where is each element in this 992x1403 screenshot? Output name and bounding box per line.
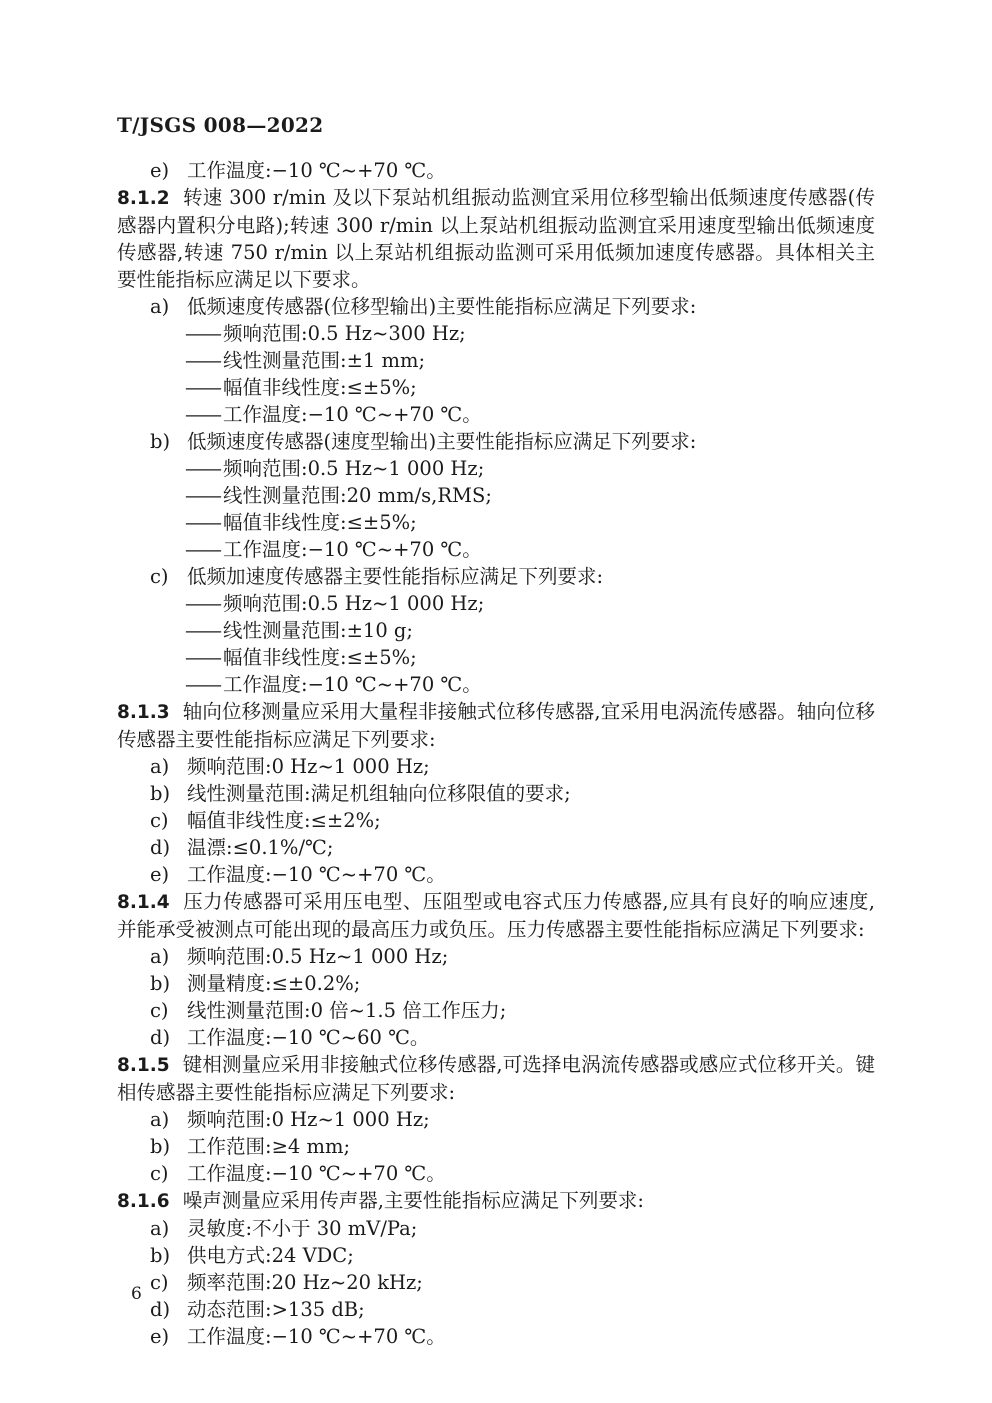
list-marker: a) [150,1217,170,1240]
item-text: 灵敏度:不小于 30 mV/Pa; [187,1217,418,1240]
letter-item [117,563,875,590]
dash-item [117,482,875,509]
section-text: 键相测量应采用非接触式位移传感器,可选择电涡流传感器或感应式位移开关。键相传感器主要性能指标应满足下列要求: [117,1053,875,1104]
dash-marker: —— [185,349,220,372]
item-text: 测量精度:≤±0.2%; [187,972,361,995]
letter-item [117,970,875,997]
item-text: 低频速度传感器(速度型输出)主要性能指标应满足下列要求: [187,430,697,453]
dash-marker: —— [185,511,220,534]
letter-item [117,1024,875,1051]
letter-item [117,943,875,970]
letter-item [117,1215,875,1242]
section-paragraph [117,698,875,753]
list-marker: d) [150,1026,171,1049]
dash-item [117,536,875,563]
list-marker: c) [150,565,169,588]
list-marker: b) [150,1135,171,1158]
section-paragraph [117,1051,875,1106]
section-text: 转速 300 r/min 及以下泵站机组振动监测宜采用位移型输出低频速度传感器(传感器内置积分电路);转速 300 r/min 以上泵站机组振动监测宜采用速度型输出低频速度传感器,转速 750 r/min 以上泵站机组振动监测可采用低频加速度传感器。具体相关主要性能指标应满足以下要求。 [117,186,875,291]
dash-item [117,374,875,401]
item-text: 线性测量范围:±1 mm; [223,349,426,372]
item-text: 动态范围:>135 dB; [187,1298,365,1321]
item-text: 频响范围:0 Hz~1 000 Hz; [187,1108,430,1131]
item-text: 工作温度:−10 ℃~+70 ℃。 [187,863,446,886]
list-marker: a) [150,945,170,968]
letter-item [117,1269,875,1296]
letter-item [117,1133,875,1160]
section-number: 8.1.4 [117,892,170,913]
item-text: 幅值非线性度:≤±2%; [187,809,381,832]
page-number: 6 [131,1284,142,1304]
item-text: 幅值非线性度:≤±5%; [223,511,417,534]
list-marker: e) [150,159,170,182]
list-marker: b) [150,782,171,805]
item-text: 工作温度:−10 ℃~+70 ℃。 [223,403,482,426]
dash-item [117,617,875,644]
list-marker: c) [150,1271,169,1294]
dash-item [117,590,875,617]
standard-number-header: T/JSGS 008—2022 [117,113,324,137]
item-text: 幅值非线性度:≤±5%; [223,376,417,399]
list-marker: d) [150,1298,171,1321]
item-text: 线性测量范围:0 倍~1.5 倍工作压力; [187,999,507,1022]
item-text: 温漂:≤0.1%/℃; [187,836,334,859]
list-marker: a) [150,1108,170,1131]
dash-marker: —— [185,457,220,480]
item-text: 频响范围:0 Hz~1 000 Hz; [187,755,430,778]
dash-item [117,644,875,671]
list-marker: e) [150,1325,170,1348]
dash-item [117,320,875,347]
dash-item [117,509,875,536]
item-text: 供电方式:24 VDC; [187,1244,354,1267]
item-text: 线性测量范围:±10 g; [223,619,413,642]
letter-item [117,1323,875,1350]
item-text: 工作范围:≥4 mm; [187,1135,351,1158]
list-marker: b) [150,1244,171,1267]
letter-item [117,834,875,861]
dash-marker: —— [185,403,220,426]
item-text: 频响范围:0.5 Hz~300 Hz; [223,322,466,345]
list-marker: c) [150,999,169,1022]
dash-item [117,671,875,698]
section-paragraph [117,184,875,293]
dash-item [117,455,875,482]
letter-item [117,1160,875,1187]
section-text: 压力传感器可采用压电型、压阻型或电容式压力传感器,应具有良好的响应速度,并能承受被测点可能出现的最高压力或负压。压力传感器主要性能指标应满足下列要求: [117,890,875,941]
letter-item [117,997,875,1024]
letter-item [117,861,875,888]
letter-item [117,807,875,834]
item-text: 频响范围:0.5 Hz~1 000 Hz; [223,592,485,615]
document-body [117,157,875,1350]
dash-item [117,401,875,428]
item-text: 低频加速度传感器主要性能指标应满足下列要求: [187,565,604,588]
dash-marker: —— [185,619,220,642]
item-text: 频响范围:0.5 Hz~1 000 Hz; [187,945,449,968]
section-number: 8.1.2 [117,188,170,209]
list-marker: e) [150,863,170,886]
dash-marker: —— [185,376,220,399]
item-text: 线性测量范围:满足机组轴向位移限值的要求; [187,782,571,805]
dash-marker: —— [185,592,220,615]
list-marker: d) [150,836,171,859]
section-number: 8.1.6 [117,1191,170,1212]
letter-item [117,753,875,780]
item-text: 工作温度:−10 ℃~+70 ℃。 [223,538,482,561]
list-marker: b) [150,972,171,995]
item-text: 工作温度:−10 ℃~+70 ℃。 [187,1162,446,1185]
list-marker: b) [150,430,171,453]
dash-marker: —— [185,322,220,345]
dash-marker: —— [185,646,220,669]
item-text: 工作温度:−10 ℃~+70 ℃。 [187,1325,446,1348]
item-text: 频率范围:20 Hz~20 kHz; [187,1271,423,1294]
section-paragraph [117,888,875,943]
list-marker: c) [150,809,169,832]
item-text: 工作温度:−10 ℃~60 ℃。 [187,1026,430,1049]
section-number: 8.1.5 [117,1055,170,1076]
section-paragraph [117,1187,875,1215]
section-text: 噪声测量应采用传声器,主要性能指标应满足下列要求: [182,1189,644,1212]
item-text: 频响范围:0.5 Hz~1 000 Hz; [223,457,485,480]
item-text: 幅值非线性度:≤±5%; [223,646,417,669]
item-text: 工作温度:−10 ℃~+70 ℃。 [223,673,482,696]
dash-marker: —— [185,538,220,561]
letter-item [117,1106,875,1133]
item-text: 线性测量范围:20 mm/s,RMS; [223,484,492,507]
dash-item [117,347,875,374]
section-number: 8.1.3 [117,702,170,723]
list-marker: c) [150,1162,169,1185]
section-text: 轴向位移测量应采用大量程非接触式位移传感器,宜采用电涡流传感器。轴向位移传感器主要性能指标应满足下列要求: [117,700,875,751]
letter-item [117,1296,875,1323]
letter-item [117,1242,875,1269]
dash-marker: —— [185,673,220,696]
item-text: 工作温度:−10 ℃~+70 ℃。 [187,159,446,182]
letter-item [117,780,875,807]
letter-item [117,293,875,320]
list-marker: a) [150,755,170,778]
list-marker: a) [150,295,170,318]
letter-item [117,157,875,184]
letter-item [117,428,875,455]
item-text: 低频速度传感器(位移型输出)主要性能指标应满足下列要求: [187,295,697,318]
dash-marker: —— [185,484,220,507]
